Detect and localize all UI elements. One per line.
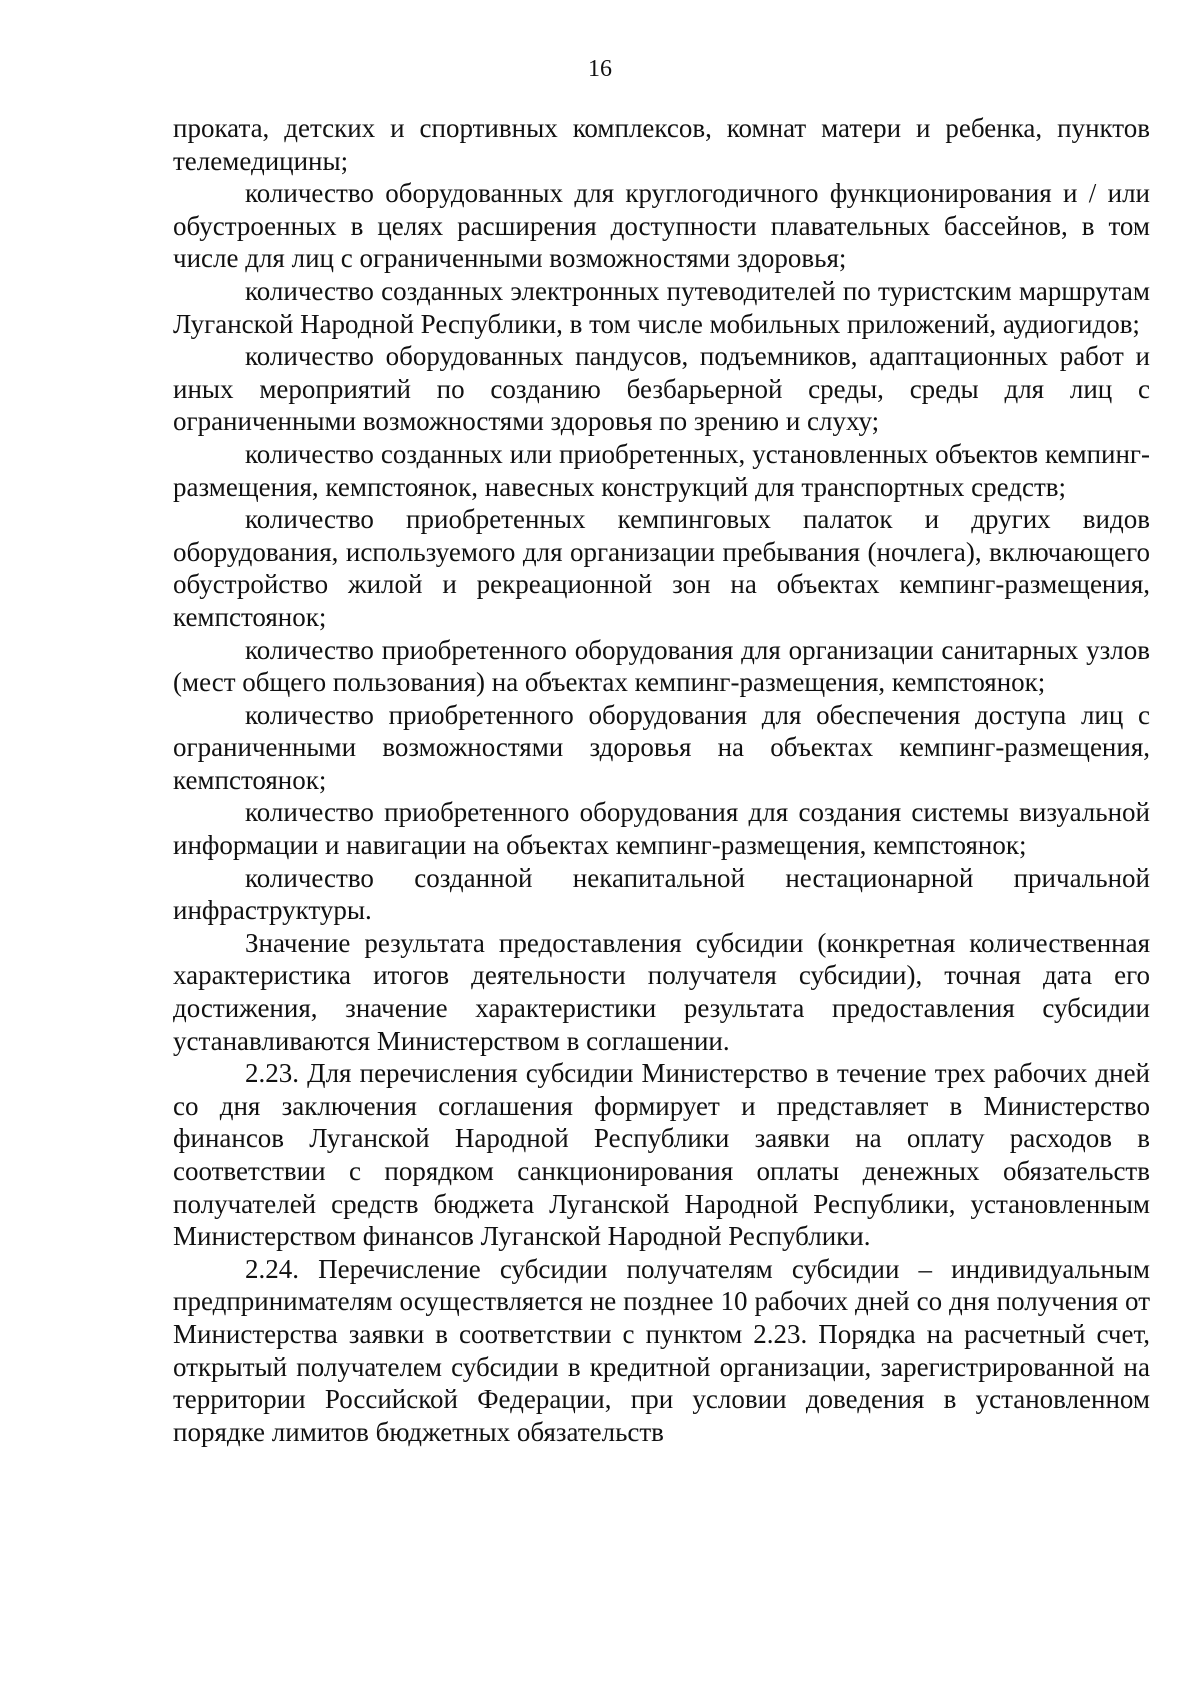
paragraph-moorings: количество созданной некапитальной нестационарной причальной инфраструктуры. — [173, 862, 1150, 926]
paragraph-accessibility: количество приобретенного оборудования для обеспечения доступа лиц с ограниченными возможностями здоровья на объектах кемпинг-размещения, кемпстоянок; — [173, 699, 1150, 795]
paragraph-section-2-24: 2.24. Перечисление субсидии получателям субсидии – индивидуальным предпринимателям осуществляется не позднее 10 рабочих дней со дня получения от Министерства заявки в соответствии с пунктом 2.23. Порядка на расчетный счет, открытый получателем субсидии в кредитной организации, зарегистрированной на территории Российской Федерации, при условии доведения в установленном порядке лимитов бюджетных обязательств — [173, 1253, 1150, 1447]
page-number: 16 — [588, 56, 612, 82]
paragraph-tents: количество приобретенных кемпинговых палаток и других видов оборудования, используемого для организации пребывания (ночлега), включающего обустройство жилой и рекреационной зон на объектах кемпинг-размещения, кемпстоянок; — [173, 504, 1150, 632]
document-body — [173, 112, 1150, 1448]
paragraph-result-value: Значение результата предоставления субсидии (конкретная количественная характеристика итогов деятельности получателя субсидии), точная дата его достижения, значение характеристики результата предоставления субсидии устанавливаются Министерством в соглашении. — [173, 927, 1150, 1056]
paragraph-camping-objects: количество созданных или приобретенных, установленных объектов кемпинг-размещения, кемпстоянок, навесных конструкций для транспортных средств; — [173, 438, 1150, 502]
paragraph-navigation: количество приобретенного оборудования для создания системы визуальной информации и навигации на объектах кемпинг-размещения, кемпстоянок; — [173, 797, 1150, 861]
paragraph-sanitary: количество приобретенного оборудования для организации санитарных узлов (мест общего пользования) на объектах кемпинг-размещения, кемпстоянок; — [173, 634, 1150, 698]
paragraph-ramps: количество оборудованных пандусов, подъемников, адаптационных работ и иных мероприятий по созданию безбарьерной среды, среды для лиц с ограниченными возможностями здоровья по зрению и слуху; — [173, 341, 1150, 437]
paragraph-pools: количество оборудованных для круглогодичного функционирования и / или обустроенных в целях расширения доступности плавательных бассейнов, в том числе для лиц с ограниченными возможностями здоровья; — [173, 178, 1150, 274]
paragraph-guides: количество созданных электронных путеводителей по туристским маршрутам Луганской Народной Республики, в том числе мобильных приложений, аудиогидов; — [173, 275, 1150, 339]
paragraph-section-2-23: 2.23. Для перечисления субсидии Министерство в течение трех рабочих дней со дня заключения соглашения формирует и представляет в Министерство финансов Луганской Народной Республики заявки на оплату расходов в соответствии с порядком санкционирования оплаты денежных обязательств получателей средств бюджета Луганской Народной Республики, установленным Министерством финансов Луганской Народной Республики. — [173, 1058, 1150, 1252]
paragraph-continuation: проката, детских и спортивных комплексов, комнат матери и ребенка, пунктов телемедицины; — [173, 113, 1150, 176]
